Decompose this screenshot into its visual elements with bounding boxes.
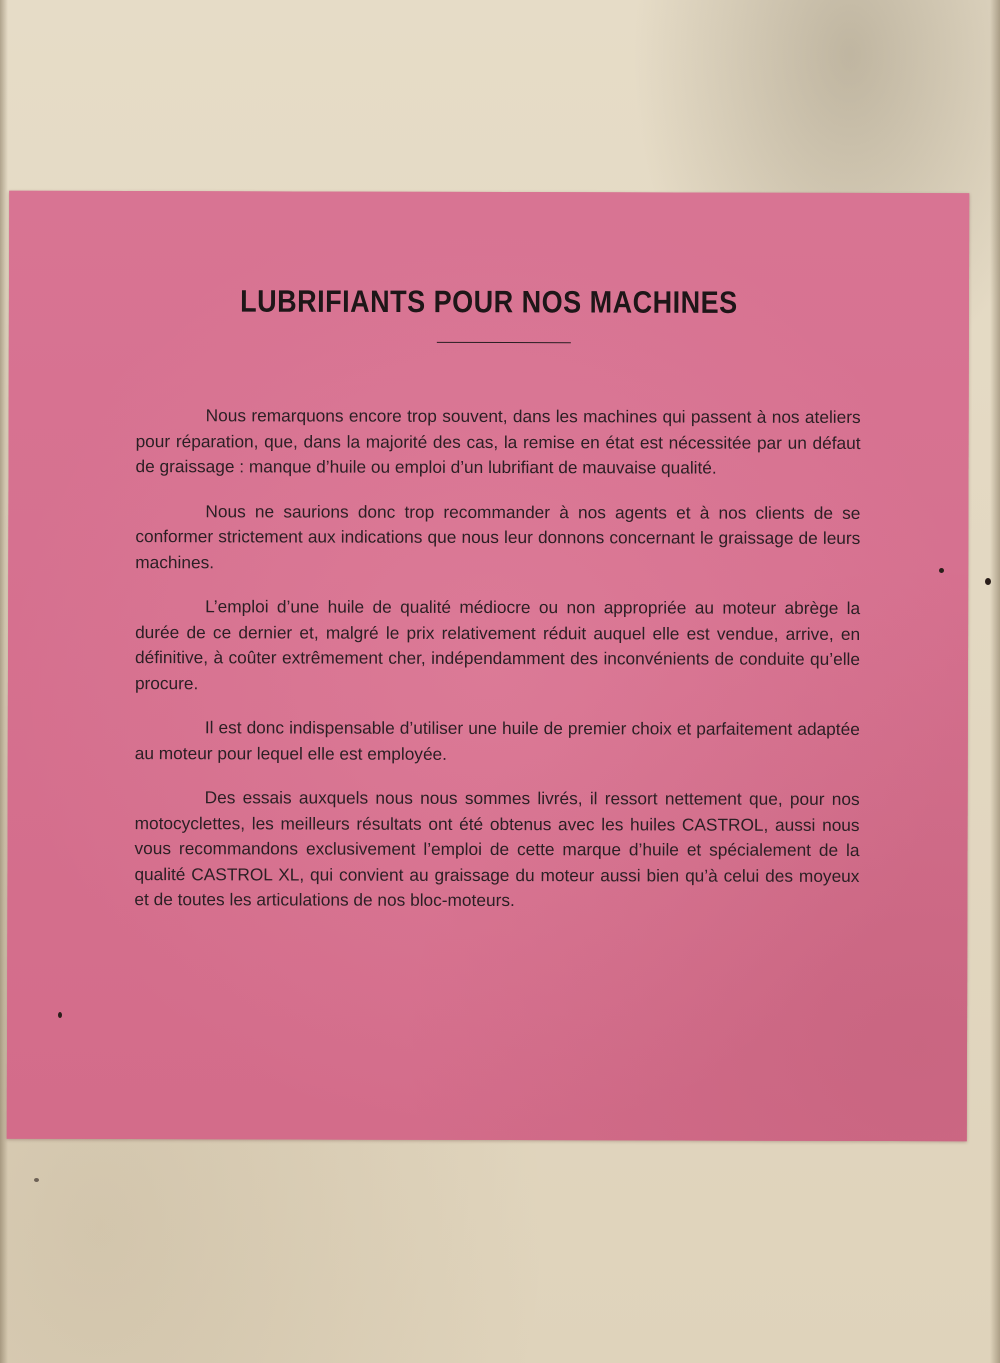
document-body <box>134 403 860 933</box>
ink-speck <box>985 578 991 585</box>
paragraph-2: Nous ne saurions donc trop recommander à nos agents et à nos clients de se conformer strictement aux indications que nous leur donnons concernant le graissage de leurs machines. <box>135 500 861 572</box>
paragraph-3: L’emploi d’une huile de qualité médiocre ou non appropriée au moteur abrège la durée de ce dernier et, malgré le prix relativement réduit auquel elle est vendue, arrive, en définitive, à coûter extrêmement cher, indépendamment des inconvénients de conduite qu’elle procure. <box>134 596 861 693</box>
document-title: LUBRIFIANTS POUR NOS MACHINES <box>240 284 738 320</box>
paper-edge-left <box>0 0 8 1363</box>
ink-speck <box>58 1012 62 1018</box>
paper-edge-right <box>990 0 1000 1363</box>
ink-speck <box>34 1178 39 1182</box>
paragraph-5: Des essais auxquels nous nous sommes livrés, il ressort nettement que, pour nos motocyclettes, les meilleurs résultats ont été obtenus avec les huiles CASTROL, aussi nous vous recommandons exclusivement l’emploi de cette marque d’huile et spécialement de la qualité CASTROL XL, qui convient au graissage du moteur aussi bien qu’à celui des moyeux et de toutes les articulations de nos bloc-moteurs. <box>134 787 860 911</box>
paragraph-4: Il est donc indispensable d’utiliser une huile de premier choix et parfaitement adaptée au moteur pour lequel elle est employée. <box>134 717 860 764</box>
ink-speck <box>939 568 944 573</box>
title-underline-rule <box>437 342 571 343</box>
pink-insert-sheet <box>7 191 969 1142</box>
paragraph-1: Nous remarquons encore trop souvent, dans les machines qui passent à nos ateliers pour réparation, que, dans la majorité des cas, la remise en état est nécessitée par un défaut de graissage : manque d’huile ou emploi d’un lubrifiant de mauvaise qualité. <box>135 405 861 478</box>
